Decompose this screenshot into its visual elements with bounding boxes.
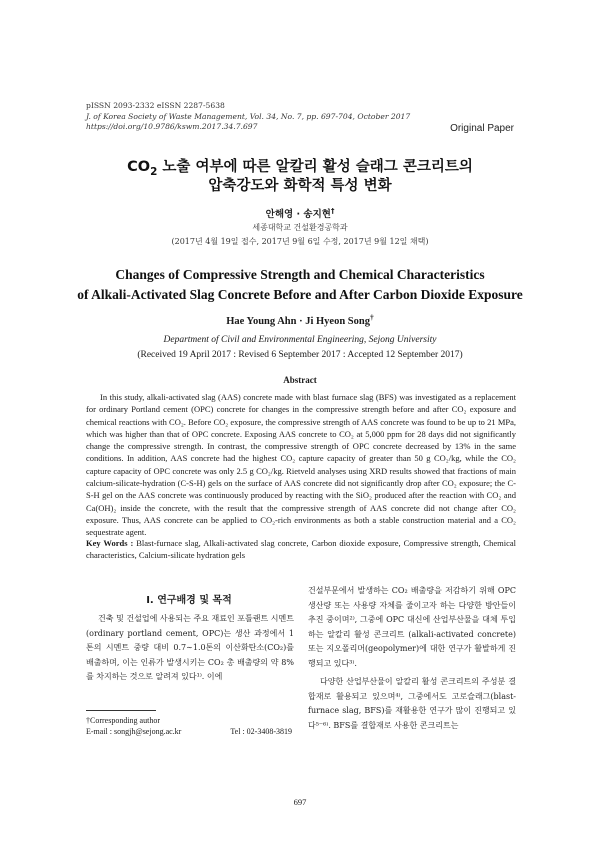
journal-header [86,101,410,133]
issn-line: pISSN 2093-2332 eISSN 2287-5638 [86,101,225,110]
corresponding-author-note: †Corresponding author [86,716,160,725]
right-column [308,584,516,733]
korean-dates: (2017년 4월 19일 접수, 2017년 9월 6일 수정, 2017년 9월 12일 채택) [171,237,429,246]
right-paragraph-2: 다양한 산업부산물이 알칼리 활성 콘크리트의 주성분 결합재로 활용되고 있으며⁴⁾, 그중에서도 고로슬래그(blast-furnace slag, BFS)를 재활용한 연구가 많이 진행되고 있다⁵⁻⁶⁾. BFS를 결합재로 사용한 콘크리트는 [308,677,516,730]
footnote-rule [86,710,156,711]
right-paragraph-1: 건설부문에서 발생하는 CO₂ 배출량을 저감하기 위해 OPC 생산량 또는 사용량 자체를 줄이고자 하는 다양한 방안들이 추진 중이며²⁾, 그중에 OPC 대신에 산업부산물을 대체 투입하는 알칼리 활성 콘크리트 (alkali-activated concrete) 또는 지오폴리머(geopolymer)에 대한 연구가 활발하게 진행되고 있다³⁾. [308,586,516,668]
doi-link[interactable]: https://doi.org/10.9786/kswm.2017.34.7.697 [86,122,258,132]
section-heading: I. 연구배경 및 목적 [146,595,232,606]
english-dates: (Received 19 April 2017 : Revised 6 September 2017 : Accepted 12 September 2017) [137,350,463,360]
korean-title-line2: 압축강도와 화학적 특성 변화 [208,178,392,194]
keywords-text: Blast-furnace slag, Alkali-activated slag concrete, Carbon dioxide exposure, Compressive strength, Chemical characteristics, Calcium-silicate hydration gels [86,538,516,561]
title-co: CO [127,159,151,175]
keywords-label: Key Words : [86,538,134,548]
korean-affiliation: 세종대학교 건설환경공학과 [252,223,348,232]
english-title-line1: Changes of Compressive Strength and Chemical Characteristics [115,267,485,282]
left-paragraph-1: 건축 및 건설업에 사용되는 주요 재료인 포틀랜트 시멘트(ordinary portland cement, OPC)는 생산 과정에서 1톤의 시멘트 중량 대비 0.7∼1.0톤의 이산화탄소(CO₂)를 배출하며, 이는 인류가 발생시키는 CO₂ 총 배출량의 약 8%를 차지하는 것으로 알려져 있다¹⁾. 이에 [86,614,294,681]
english-affiliation: Department of Civil and Environmental Engineering, Sejong University [163,335,437,345]
english-corresponding-mark: † [369,312,374,322]
abstract-heading: Abstract [283,375,317,385]
author-email[interactable]: E-mail : songjh@sejong.ac.kr [86,727,182,736]
contact-row [86,726,292,737]
footnote [86,715,292,737]
article-type-label: Original Paper [450,123,514,134]
korean-author-names: 안해영 · 송지현 [265,209,331,220]
page-number: 697 [293,797,307,807]
keywords [86,537,516,562]
journal-citation: J. of Korea Society of Waste Management, Vol. 34, No. 7, pp. 697-704, October 2017 [86,111,411,121]
author-tel: Tel : 02-3408-3819 [230,727,292,736]
corresponding-mark: † [330,206,335,215]
abstract-text: In this study, alkali-activated slag (AAS) concrete made with blast furnace slag (BFS) was investigated as a replacement for ordinary Portland cement (OPC) concrete for changes in the compressive strength before and after CO₂ exposure and chemical reactions with CO₂. Before CO₂ exposure, the compressive strength of AAS concrete was found to be up to 21 MPa, which was higher than that of OPC concrete. Exposing AAS concrete to CO₂ at 5,000 ppm for 28 days did not significantly change the compressive strength. In contrast, the compressive strength of OPC concrete decreased by 13% in the same conditions. In addition, AAS concrete had the highest CO₂ capture capacity of greater than 50 g CO₂/kg, while the CO₂ capture capacity of OPC concrete was only 2.5 g CO₂/kg. Rietveld analyses using XRD results showed that fractions of main calcium-silicate-hydration (C-S-H) gels on the surface of AAS concrete did not significantly drop after CO₂ exposure; the C-S-H gel on the AAS concrete was continuously produced by reacting with the SiO₂ produced after the reaction with CO₂ and Ca(OH)₂ inside the concrete, with the result that the compressive strength of AAS concrete did not change after CO₂ exposure. Thus, AAS concrete can be applied to CO₂-rich environments as both a stable construction material and a CO₂ sequestrate agent. [86,392,516,538]
korean-authors [0,206,600,220]
english-title-line2: of Alkali-Activated Slag Concrete Before and After Carbon Dioxide Exposure [77,287,523,302]
title-line1-rest: 노출 여부에 따른 알칼리 활성 슬래그 콘크리트의 [157,159,473,175]
left-column [86,612,294,685]
title-co-subscript: 2 [150,165,158,178]
korean-title-line1 [0,158,600,177]
english-authors [0,312,600,327]
english-author-names: Hae Young Ahn · Ji Hyeon Song [226,316,370,327]
